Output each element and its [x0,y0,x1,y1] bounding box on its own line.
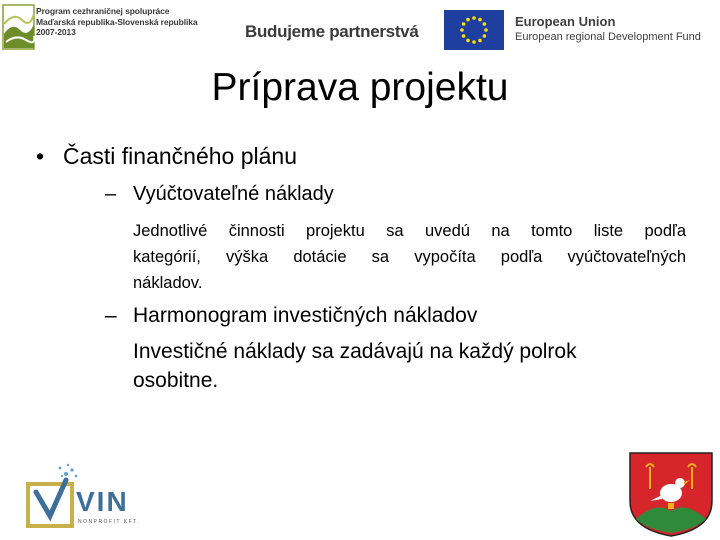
coat-of-arms-icon [626,449,716,538]
dash-icon: – [105,304,117,327]
program-line: Program cezhraničnej spolupráce [36,6,170,16]
program-line: Maďarská republika-Slovenská republika [36,16,198,27]
sub-bullet-text: Vyúčtovateľné náklady [133,183,334,205]
eu-caption [515,14,701,44]
vin-wordmark-text: VIN [76,486,129,517]
slide-title: Príprava projektu [211,66,509,109]
partnership-slogan: Budujeme partnerstvá [245,22,419,41]
paragraph-line: Investičné náklady sa zadávajú na každý polrok [133,340,577,363]
paragraph-line: nákladov. [133,274,203,292]
paragraph-line: Jednotlivé činnosti projektu sa uvedú na tomto liste podľa [133,222,686,240]
paragraph [133,218,686,296]
vin-wordmark [76,486,129,518]
paragraph-line: osobitne. [133,369,219,392]
bullet-dot-icon: • [36,143,45,169]
vin-subtext: NONPROFIT KFT. [78,519,141,525]
paragraph [133,337,577,395]
eu-subtitle: European regional Development Fund [515,31,701,43]
bullet-text: Časti finančného plánu [63,143,297,169]
program-emblem-icon [2,4,36,50]
program-line: 2007-2013 [36,27,76,38]
sub-bullet-text: Harmonogram investičných nákladov [133,304,478,327]
program-name [36,6,198,38]
dash-icon: – [105,183,117,205]
paragraph-line: kategórií, výška dotácie sa vypočíta podľa vyúčtovateľných [133,248,686,266]
eu-flag-icon [444,10,504,50]
eu-title: European Union [515,14,616,29]
